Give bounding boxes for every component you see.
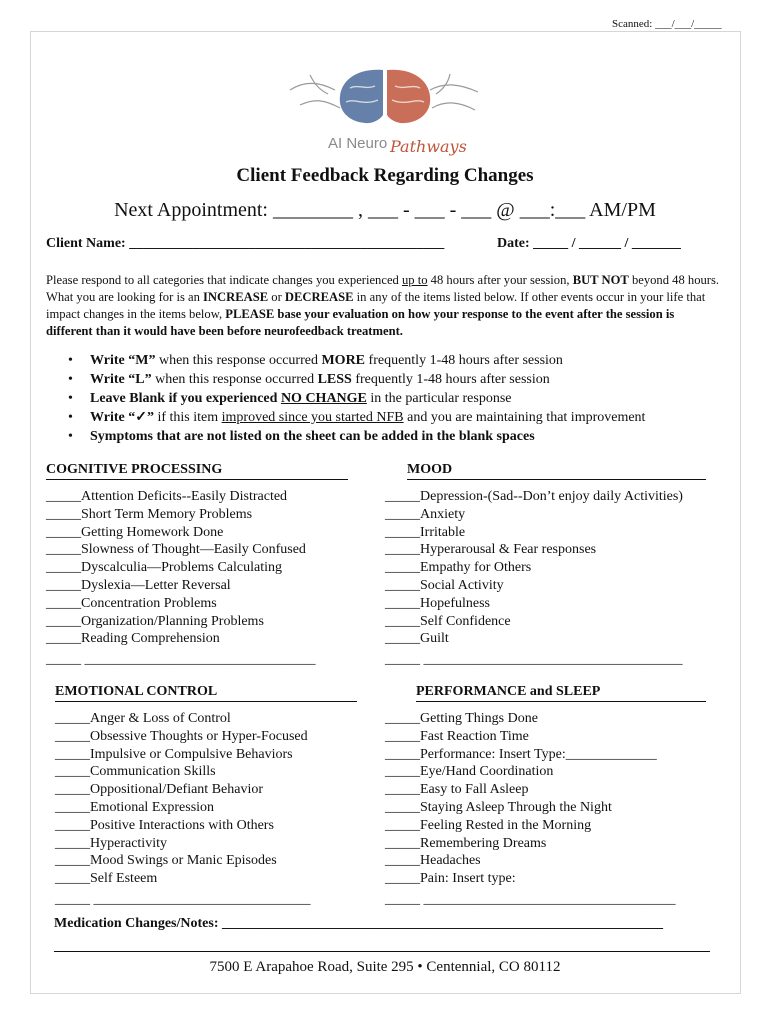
checklist-item[interactable]: _____Remembering Dreams (385, 835, 547, 851)
checklist-item[interactable]: _____Slowness of Thought—Easily Confused (46, 542, 306, 558)
emotional-list (55, 710, 308, 888)
checklist-item[interactable]: _____Anger & Loss of Control (55, 711, 231, 726)
mood-blank-line[interactable]: _____ _____________________________________ (385, 652, 683, 667)
checklist-item[interactable]: _____Self Esteem (55, 871, 158, 887)
bullet-item: • Symptoms that are not listed on the sheet can be added in the blank spaces (68, 427, 645, 446)
checklist-item[interactable]: _____Impulsive or Compulsive Behaviors (55, 746, 293, 762)
client-name-field[interactable]: Client Name: _____________________________________________ (46, 236, 445, 251)
left-brain-shape (340, 70, 383, 123)
page-title: Client Feedback Regarding Changes (236, 165, 534, 186)
checklist-item[interactable]: _____Headaches (385, 853, 481, 869)
performance-blank-line[interactable]: _____ ____________________________________ (385, 892, 676, 907)
checklist-item[interactable]: _____Easy to Fall Asleep (385, 782, 529, 798)
cognitive-heading: COGNITIVE PROCESSING (46, 462, 348, 480)
checklist-item[interactable]: _____Positive Interactions with Others (55, 817, 274, 833)
checklist-item[interactable]: _____Getting Things Done (385, 711, 538, 726)
checklist-item[interactable]: _____Empathy for Others (385, 560, 532, 576)
instructions-paragraph: Please respond to all categories that indicate changes you experienced up to 48 hours after your session, BUT NOT beyond 48 hours. What you are looking for is an INCREASE or DECREASE in any of the items listed below. If other events occur in your life that impact changes in the items below, PLEASE base your evaluation on how your response to the event after the session is different than it would have been before neurofeedback treatment. (46, 273, 720, 338)
checklist-item[interactable]: _____Hyperarousal & Fear responses (385, 542, 597, 558)
checklist-item[interactable]: _____Irritable (385, 524, 466, 540)
bullet-item: • Write “M” when this response occurred MORE frequently 1-48 hours after session (68, 351, 645, 370)
checklist-item[interactable]: _____Self Confidence (385, 613, 511, 629)
checklist-item[interactable]: _____Oppositional/Defiant Behavior (55, 782, 264, 798)
ai-neuro-pathways-logo (280, 60, 490, 160)
checklist-item[interactable]: _____Organization/Planning Problems (46, 613, 264, 629)
checklist-item[interactable]: _____Eye/Hand Coordination (385, 764, 554, 780)
checklist-item[interactable]: _____Hyperactivity (55, 835, 167, 851)
emotional-blank-line[interactable]: _____ _______________________________ (55, 892, 311, 907)
instruction-bullets (68, 351, 645, 446)
performance-list (385, 710, 657, 888)
notes-line[interactable] (54, 951, 710, 952)
bullet-item: • Leave Blank if you experienced NO CHANGE in the particular response (68, 389, 645, 408)
next-appointment-field[interactable]: Next Appointment: ________ , ___ - ___ - ___ @ ___:___ AM/PM (114, 199, 656, 221)
checklist-item[interactable]: _____Staying Asleep Through the Night (385, 799, 612, 815)
checklist-item[interactable]: _____Hopefulness (385, 595, 490, 611)
checklist-item[interactable]: _____Dyslexia—Letter Reversal (46, 577, 231, 593)
bullet-item: • Write “L” when this response occurred LESS frequently 1-48 hours after session (68, 370, 645, 389)
brain-logo-icon (280, 60, 490, 160)
checklist-item[interactable]: _____Obsessive Thoughts or Hyper-Focused (55, 728, 308, 744)
checklist-item[interactable]: _____Pain: Insert type: (385, 871, 516, 887)
svg-text:AI Neuro: AI Neuro (328, 135, 388, 152)
performance-heading: PERFORMANCE and SLEEP (416, 684, 706, 702)
mood-heading: MOOD (407, 462, 706, 480)
checklist-item[interactable]: _____Dyscalculia—Problems Calculating (46, 560, 283, 576)
checklist-item[interactable]: _____Concentration Problems (46, 595, 217, 611)
clinic-address: 7500 E Arapahoe Road, Suite 295 • Centennial, CO 80112 (209, 959, 561, 975)
date-field[interactable]: Date: _____ / ______ / _______ (497, 236, 681, 251)
right-brain-shape (387, 70, 430, 123)
bullet-item: • Write “✓” if this item improved since you started NFB and you are maintaining that improvement (68, 408, 645, 427)
mood-list (385, 488, 683, 648)
checklist-item[interactable]: _____Attention Deficits--Easily Distracted (46, 489, 288, 504)
checklist-item[interactable]: _____Emotional Expression (55, 799, 215, 815)
svg-text:Pathways: Pathways (390, 137, 467, 156)
cognitive-blank-line[interactable]: _____ _________________________________ (46, 652, 316, 667)
checklist-item[interactable]: _____Anxiety (385, 506, 466, 522)
medication-notes-field[interactable]: Medication Changes/Notes: _______________________________________________________________ (54, 916, 663, 931)
checklist-item[interactable]: _____Reading Comprehension (46, 631, 220, 647)
checklist-item[interactable]: _____Mood Swings or Manic Episodes (55, 853, 277, 869)
checklist-item[interactable]: _____Guilt (385, 631, 449, 647)
scanned-date-field: Scanned: ___/___/_____ (612, 18, 722, 30)
emotional-heading: EMOTIONAL CONTROL (55, 684, 357, 702)
checklist-item[interactable]: _____Short Term Memory Problems (46, 506, 253, 522)
cognitive-list (46, 488, 306, 648)
checklist-item[interactable]: _____Communication Skills (55, 764, 216, 780)
checklist-item[interactable]: _____Fast Reaction Time (385, 728, 529, 744)
checklist-item[interactable]: _____Depression-(Sad--Don’t enjoy daily Activities) (385, 489, 683, 504)
checklist-item[interactable]: _____Getting Homework Done (46, 524, 224, 540)
checklist-item[interactable]: _____Feeling Rested in the Morning (385, 817, 592, 833)
checklist-item[interactable]: _____Performance: Insert Type:_____________ (385, 746, 657, 762)
checklist-item[interactable]: _____Social Activity (385, 577, 504, 593)
